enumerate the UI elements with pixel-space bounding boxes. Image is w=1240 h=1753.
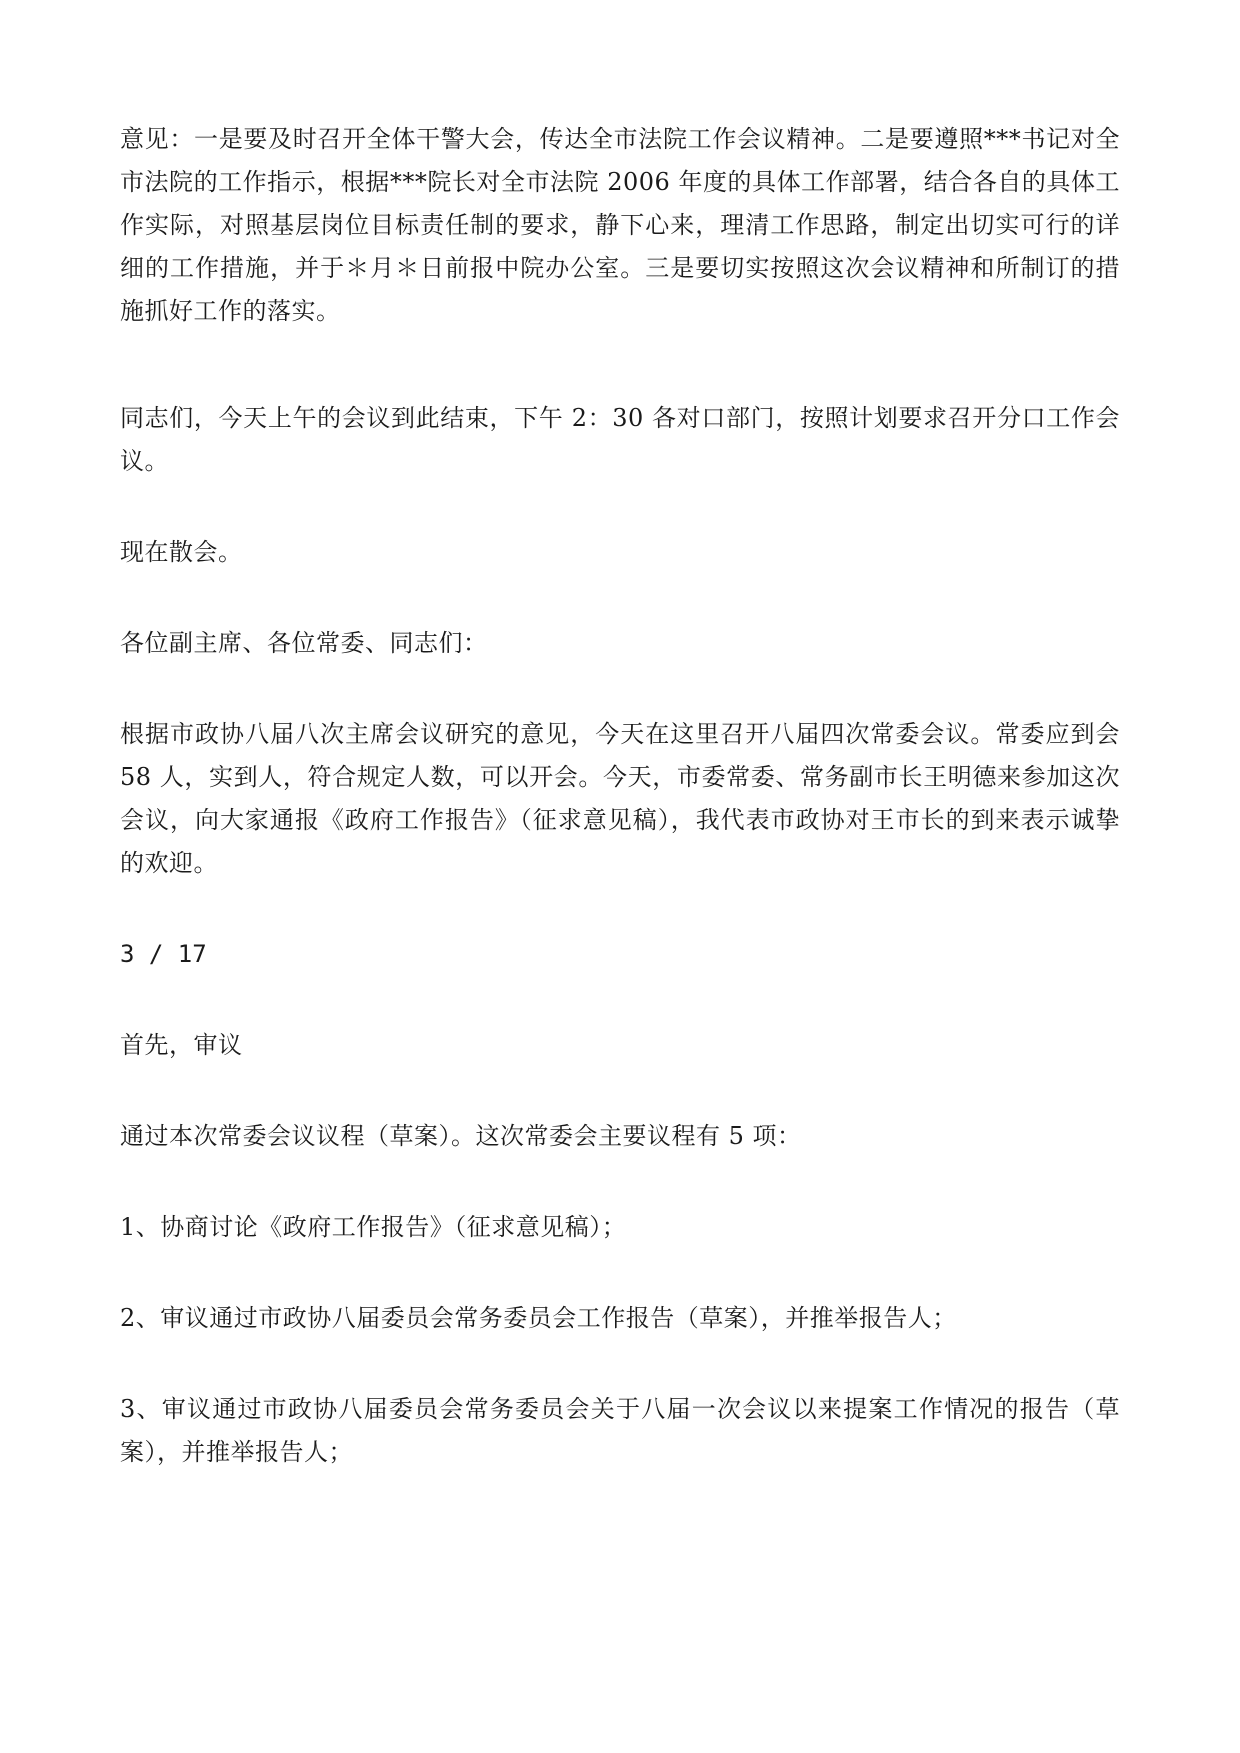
paragraph-opinion-measures: 意见：一是要及时召开全体干警大会，传达全市法院工作会议精神。二是要遵照***书记对全市法院的工作指示，根据***院长对全市法院 2006 年度的具体工作部署，结合各自的具体工作实际，对照基层岗位目标责任制的要求，静下心来，理清工作思路，制定出切实可行的详细的工作措施，并于＊月＊日前报中院办公室。三是要切实按照这次会议精神和所制订的措施抓好工作的落实。 (120, 125, 1120, 325)
agenda-item-1: 1、协商讨论《政府工作报告》（征求意见稿）； (120, 1213, 627, 1241)
paragraph-first-review: 首先，审议 (120, 1031, 243, 1059)
paragraph-meeting-adjourn-morning: 同志们，今天上午的会议到此结束，下午 2：30 各对口部门，按照计划要求召开分口工作会议。 (120, 404, 1120, 475)
paragraph-meeting-opening: 根据市政协八届八次主席会议研究的意见，今天在这里召开八届四次常委会议。常委应到会 58 人，实到人，符合规定人数，可以开会。今天，市委常委、常务副市长王明德来参加这次会议，向大家通报《政府工作报告》（征求意见稿），我代表市政协对王市长的到来表示诚挚的欢迎。 (120, 720, 1120, 877)
paragraph-salutation: 各位副主席、各位常委、同志们： (120, 629, 488, 657)
paragraph-agenda-intro: 通过本次常委会议议程（草案）。这次常委会主要议程有 5 项： (120, 1122, 802, 1150)
document-body (120, 118, 1120, 1474)
page-number: 3 / 17 (120, 940, 207, 968)
agenda-item-2: 2、审议通过市政协八届委员会常务委员会工作报告（草案），并推举报告人； (120, 1304, 957, 1332)
paragraph-dismissal: 现在散会。 (120, 538, 243, 566)
agenda-item-3: 3、审议通过市政协八届委员会常务委员会关于八届一次会议以来提案工作情况的报告（草案），并推举报告人； (120, 1395, 1120, 1466)
